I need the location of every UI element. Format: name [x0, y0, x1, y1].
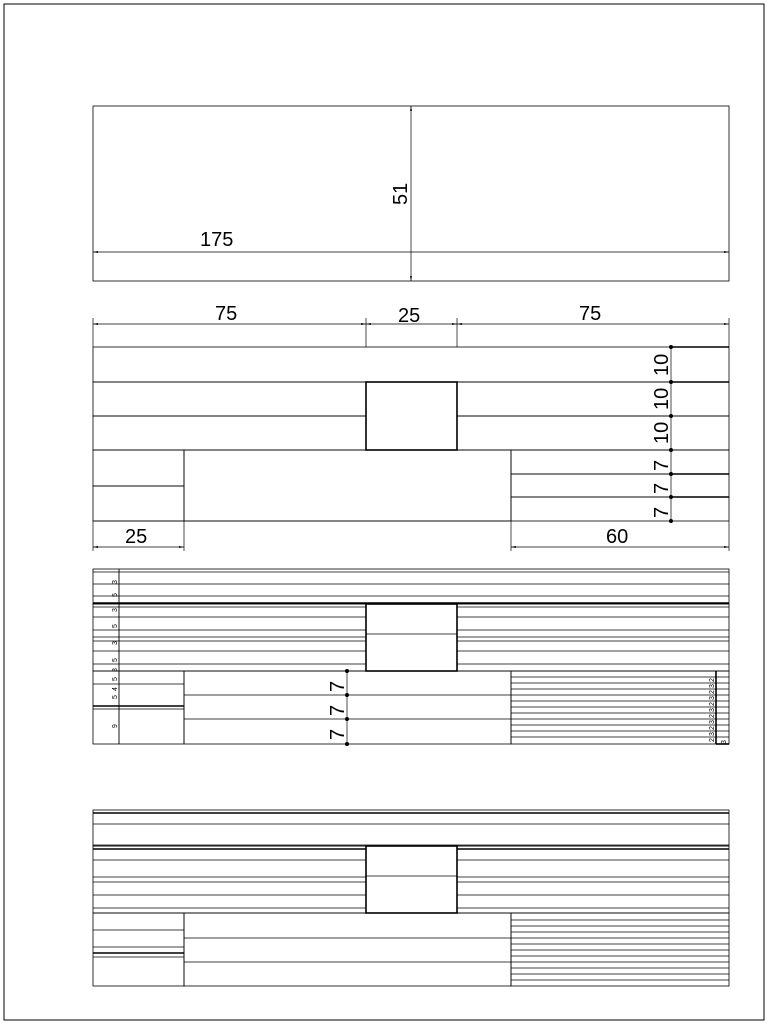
dim-top-label-3: 75: [579, 303, 602, 325]
leg-right-2: [511, 474, 729, 497]
dim-right-label-6: 7: [651, 506, 673, 518]
section-right-label-2: 3: [709, 684, 716, 688]
dim-right-label-1: 10: [651, 353, 673, 376]
section-right-label-10: 3: [709, 732, 716, 736]
dim-top-label-1: 75: [215, 303, 238, 325]
section-left-label-11: 9: [112, 724, 119, 728]
section-right-label-12: 3: [721, 740, 728, 744]
section-right-label-6: 3: [709, 708, 716, 712]
section-right-label-8: 3: [709, 720, 716, 724]
leg-left-2: [93, 486, 184, 521]
section-right-label-5: 2: [709, 702, 716, 706]
board-left-2: [93, 416, 366, 450]
leg-right-1: [511, 450, 729, 474]
board-right-2: [457, 416, 729, 450]
section-right-label-1: 2: [709, 678, 716, 682]
section-right-label-7: 2: [709, 714, 716, 718]
dim-right-label-3: 10: [651, 421, 673, 444]
detail-view: [93, 810, 729, 986]
section-left-label-6: 5: [112, 658, 119, 662]
section-left-label-4: 5: [112, 624, 119, 628]
front-view: [93, 303, 729, 551]
section-left-label-8: 5: [112, 677, 119, 681]
section-left-label-9: 4: [112, 687, 119, 691]
section-left-label-1: 3: [112, 580, 119, 584]
section-left-label-5: 3: [112, 641, 119, 645]
dim-right-label-4: 7: [651, 459, 673, 471]
section-left-label-3: 3: [112, 608, 119, 612]
section-right-label-4: 3: [709, 696, 716, 700]
section-center-label-1: 7: [327, 680, 349, 692]
dim-bottom-left-label: 25: [125, 526, 148, 548]
dim-height-label: 51: [390, 182, 412, 205]
top-view: [93, 106, 729, 281]
board-center: [366, 382, 457, 450]
section-left-label-7: 3: [112, 668, 119, 672]
board-right-1: [457, 382, 729, 416]
section-center-label-2: 7: [327, 704, 349, 716]
section-center-label-3: 7: [327, 728, 349, 740]
page-frame: [4, 4, 764, 1020]
board-top: [93, 347, 729, 382]
board-left-1: [93, 382, 366, 416]
section-left-label-2: 5: [112, 593, 119, 597]
dim-top-label-2: 25: [398, 305, 421, 327]
dim-width-label: 175: [200, 229, 234, 251]
leg-left-1: [93, 450, 184, 486]
lower-center: [184, 450, 511, 521]
section-left-label-10: 5: [112, 695, 119, 699]
section-right-label-9: 2: [709, 726, 716, 730]
section-view: [93, 569, 729, 746]
section-right-label-3: 2: [709, 690, 716, 694]
dim-right-label-2: 10: [651, 387, 673, 410]
dim-bottom-right-label: 60: [606, 526, 629, 548]
dim-right-label-5: 7: [651, 482, 673, 494]
leg-right-3: [511, 497, 729, 521]
section-right-label-11: 2: [709, 738, 716, 742]
